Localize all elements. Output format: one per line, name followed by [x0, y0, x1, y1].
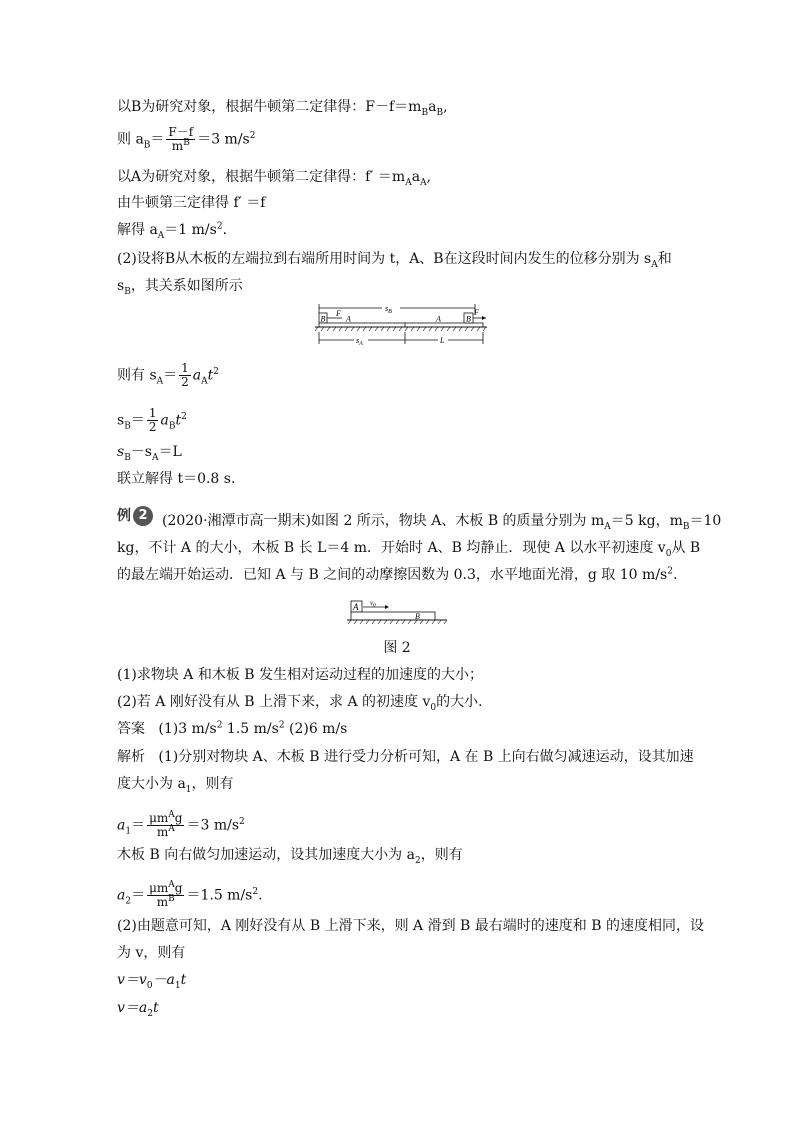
text: ＝3 m/s: [197, 131, 250, 148]
text: 以A为研究对象，根据牛顿第二定律得：f′ ＝m: [117, 169, 406, 185]
example-tag: [117, 505, 153, 526]
subscript: A: [651, 259, 658, 270]
text: kg，不计 A 的大小，木板 B 长 L＝4 m．开始时 A、B 均静止．现使 A 以水平初速度 v: [117, 540, 666, 556]
fraction-denominator: [155, 896, 177, 909]
text: s: [117, 412, 125, 429]
fraction: [179, 362, 191, 389]
subscript: 0: [665, 548, 672, 559]
text: 则 a: [117, 131, 144, 148]
text: a: [411, 169, 421, 185]
text: ，则有: [191, 776, 234, 792]
text: (1)分别对物块 A、木板 B 进行受力分析可知，A 在 B 上向右做匀减速运动，设其加速: [158, 749, 694, 765]
equation-line: [117, 407, 187, 434]
displacement-diagram: [312, 302, 492, 350]
text: t: [175, 412, 182, 429]
subscript: B: [436, 107, 444, 118]
text-line: [117, 566, 677, 584]
equation-line: [117, 882, 263, 909]
text: s: [117, 278, 125, 294]
text: ＝5 kg，m: [610, 513, 683, 529]
text: (2020·湘潭市高一期末)如图 2 所示，物块 A、木板 B 的质量分别为 m: [162, 513, 605, 529]
text: 以B为研究对象，根据牛顿第二定律得：F－f＝m: [117, 99, 422, 115]
subscript: 0: [146, 980, 153, 991]
text: 则有 s: [117, 367, 157, 384]
ground-hatching: [348, 620, 447, 624]
text: g: [174, 811, 183, 825]
subscript: 1: [125, 826, 132, 837]
text: g: [174, 881, 183, 895]
label-B: B: [466, 314, 471, 324]
text: v＝v: [117, 972, 147, 988]
subscript: B: [168, 421, 176, 432]
subscript: A: [157, 230, 165, 241]
text: ＝1.5 m/s: [186, 887, 253, 904]
superscript: 2: [667, 566, 673, 577]
text: m: [156, 825, 169, 839]
text: t: [153, 1000, 159, 1016]
equation-line: 则 $a_B=$ $\frac{F-f}{m^B}$ ＝3 $m/s^2$: [117, 125, 256, 153]
label-A: A: [346, 314, 351, 324]
label-B: B: [320, 314, 326, 324]
text: .: [258, 887, 263, 904]
text: ＝: [131, 817, 146, 834]
label-F: F: [336, 309, 341, 318]
fraction: [147, 882, 184, 909]
text-line: [162, 512, 721, 530]
superscript: A: [168, 810, 175, 820]
label-sB: $s_B$: [385, 304, 392, 315]
text-line: [117, 277, 243, 295]
text: ＝: [163, 367, 178, 384]
superscript: 2: [239, 816, 245, 827]
fraction-denominator: [155, 826, 177, 839]
subscript: B: [421, 107, 429, 118]
superscript: 2: [213, 366, 220, 377]
fraction-numerator: F－f: [168, 125, 194, 139]
label-B: B: [415, 612, 420, 621]
text-line: [117, 470, 235, 488]
text: s: [117, 444, 125, 460]
superscript: A: [168, 824, 175, 834]
subscript: B: [143, 140, 151, 151]
text: t: [207, 367, 214, 384]
block-on-board-diagram: [345, 597, 449, 631]
text: －s: [130, 444, 152, 460]
fraction-numerator: 1: [148, 406, 157, 420]
text-line: [117, 917, 704, 935]
equation-line: [117, 971, 186, 989]
subscript: A: [152, 452, 159, 463]
superscript: A: [168, 880, 175, 890]
text-line: [117, 539, 700, 557]
text: (1)3 m/s: [158, 721, 217, 737]
equation-line: [117, 999, 159, 1017]
equation-line: [117, 362, 219, 389]
subscript: 1: [174, 980, 181, 991]
text: 联立解得 t＝0.8 s.: [117, 471, 236, 487]
subscript: 1: [185, 784, 192, 795]
fraction-denominator: 2: [148, 420, 157, 434]
plank-A-end: [405, 323, 483, 327]
text: (1)求物块 A 和木板 B 发生相对运动过程的加速度的大小；: [117, 667, 484, 683]
text-line: [117, 250, 672, 268]
label-L: L: [440, 336, 445, 345]
text: ＝3 m/s: [186, 817, 240, 834]
text: a: [428, 99, 437, 115]
text-line: 以A为研究对象，根据牛顿第二定律得：$f' =m_Aa_A$,: [117, 169, 432, 188]
text: a: [117, 817, 126, 834]
subscript: 2: [414, 855, 421, 866]
text-line: [117, 194, 265, 212]
subscript: 2: [125, 896, 132, 907]
text: ＝10: [689, 513, 722, 529]
text: ＝: [130, 412, 145, 429]
text: .: [672, 567, 678, 583]
text: t: [180, 972, 187, 988]
text: (2)由题意可知，A 刚好没有从 B 上滑下来，则 A 滑到 B 最右端时的速度和 B 的速度相同，设: [117, 918, 704, 934]
text: a: [117, 887, 126, 904]
subscript: A: [405, 177, 412, 188]
text: 的大小．: [436, 694, 493, 710]
text: m: [156, 895, 169, 909]
label-A: A: [353, 602, 359, 612]
ground-hatching: [315, 327, 486, 331]
text: ，其关系如图所示: [130, 278, 243, 294]
text: a: [160, 412, 169, 429]
text-line: 解得 $a_A=1$ $m/s^2$.: [117, 221, 228, 241]
text: ＝: [131, 887, 146, 904]
fraction-numerator: [147, 812, 184, 826]
equation-line: [117, 443, 182, 461]
text: (2)若 A 刚好没有从 B 上滑下来，求 A 的初速度 v: [117, 694, 431, 710]
text: 的最左端开始运动．已知 A 与 B 之间的动摩擦因数为 0.3，水平地面光滑，g 取 10 m/s: [117, 567, 668, 583]
subscript: B: [124, 421, 131, 432]
superscript: 2: [181, 411, 187, 422]
equation-line: [117, 812, 245, 839]
board-B: [351, 612, 435, 620]
fraction-denominator: 2: [181, 375, 189, 389]
superscript: 2: [252, 886, 259, 897]
subscript: 0: [430, 702, 437, 713]
text: 度大小为 a: [117, 776, 186, 792]
superscript: 2: [216, 221, 223, 232]
text: 为 v，则有: [117, 945, 186, 961]
subscript: A: [604, 521, 611, 532]
fraction-denominator: [170, 140, 192, 153]
text-line: [117, 775, 234, 793]
text: m: [171, 139, 184, 153]
superscript: 2: [216, 720, 223, 731]
text: (2)设将B从木板的左端拉到右端所用时间为 t，A、B在这段时间内发生的位移分别为 s: [117, 251, 652, 267]
text: v＝a: [117, 1000, 148, 1016]
subscript: A: [420, 177, 427, 188]
superscript: B: [168, 894, 175, 904]
text: ＝1 m/s: [164, 222, 217, 238]
label-F: F: [474, 308, 479, 317]
subscript: B: [124, 452, 131, 463]
label-A: A: [436, 314, 441, 324]
text: ，则有: [420, 847, 463, 863]
text-line: [117, 944, 185, 962]
text: (2)6 m/s: [284, 721, 348, 737]
superscript: 2: [249, 130, 256, 141]
text: 和: [657, 251, 672, 267]
text: a: [192, 367, 202, 384]
subscript: 2: [147, 1008, 153, 1019]
text-line: 以B为研究对象，根据牛顿第二定律得：$F-f=m_Ba_B$,: [117, 99, 448, 118]
example-label: 例: [117, 508, 131, 524]
fraction: [147, 812, 184, 839]
superscript: B: [183, 138, 190, 148]
subscript: B: [682, 521, 690, 532]
fraction: [166, 126, 195, 153]
text: 从 B: [671, 540, 701, 556]
example-number-badge: 2: [133, 506, 153, 526]
question-1: [117, 666, 483, 684]
plank-A-start: [319, 323, 407, 327]
fraction-numerator: [147, 882, 184, 896]
superscript: 2: [278, 720, 285, 731]
label-sA: $s_A$: [356, 336, 363, 347]
text: －a: [152, 972, 175, 988]
text: 由牛顿第三定律得 f′ ＝f: [117, 195, 266, 211]
subscript: B: [124, 286, 131, 297]
fraction: [147, 407, 159, 434]
answer-label: 答案: [117, 721, 145, 737]
answer-line: [117, 720, 347, 738]
text: μm: [149, 811, 169, 825]
label-v0: $v_0$: [370, 599, 376, 609]
text: ＝L: [158, 444, 182, 460]
text-line: [117, 846, 463, 864]
text: 解得 a: [117, 222, 158, 238]
text: 木板 B 向右做匀加速运动，设其加速度大小为 a: [117, 847, 415, 863]
fraction-numerator: 1: [181, 361, 189, 375]
subscript: A: [156, 376, 164, 387]
analysis-label: 解析: [117, 749, 145, 765]
figure-caption: 图 2: [383, 640, 411, 656]
text: 1.5 m/s: [222, 721, 279, 737]
text: μm: [149, 881, 169, 895]
subscript: A: [201, 376, 208, 387]
analysis-line: [117, 748, 694, 766]
question-2: [117, 693, 492, 711]
